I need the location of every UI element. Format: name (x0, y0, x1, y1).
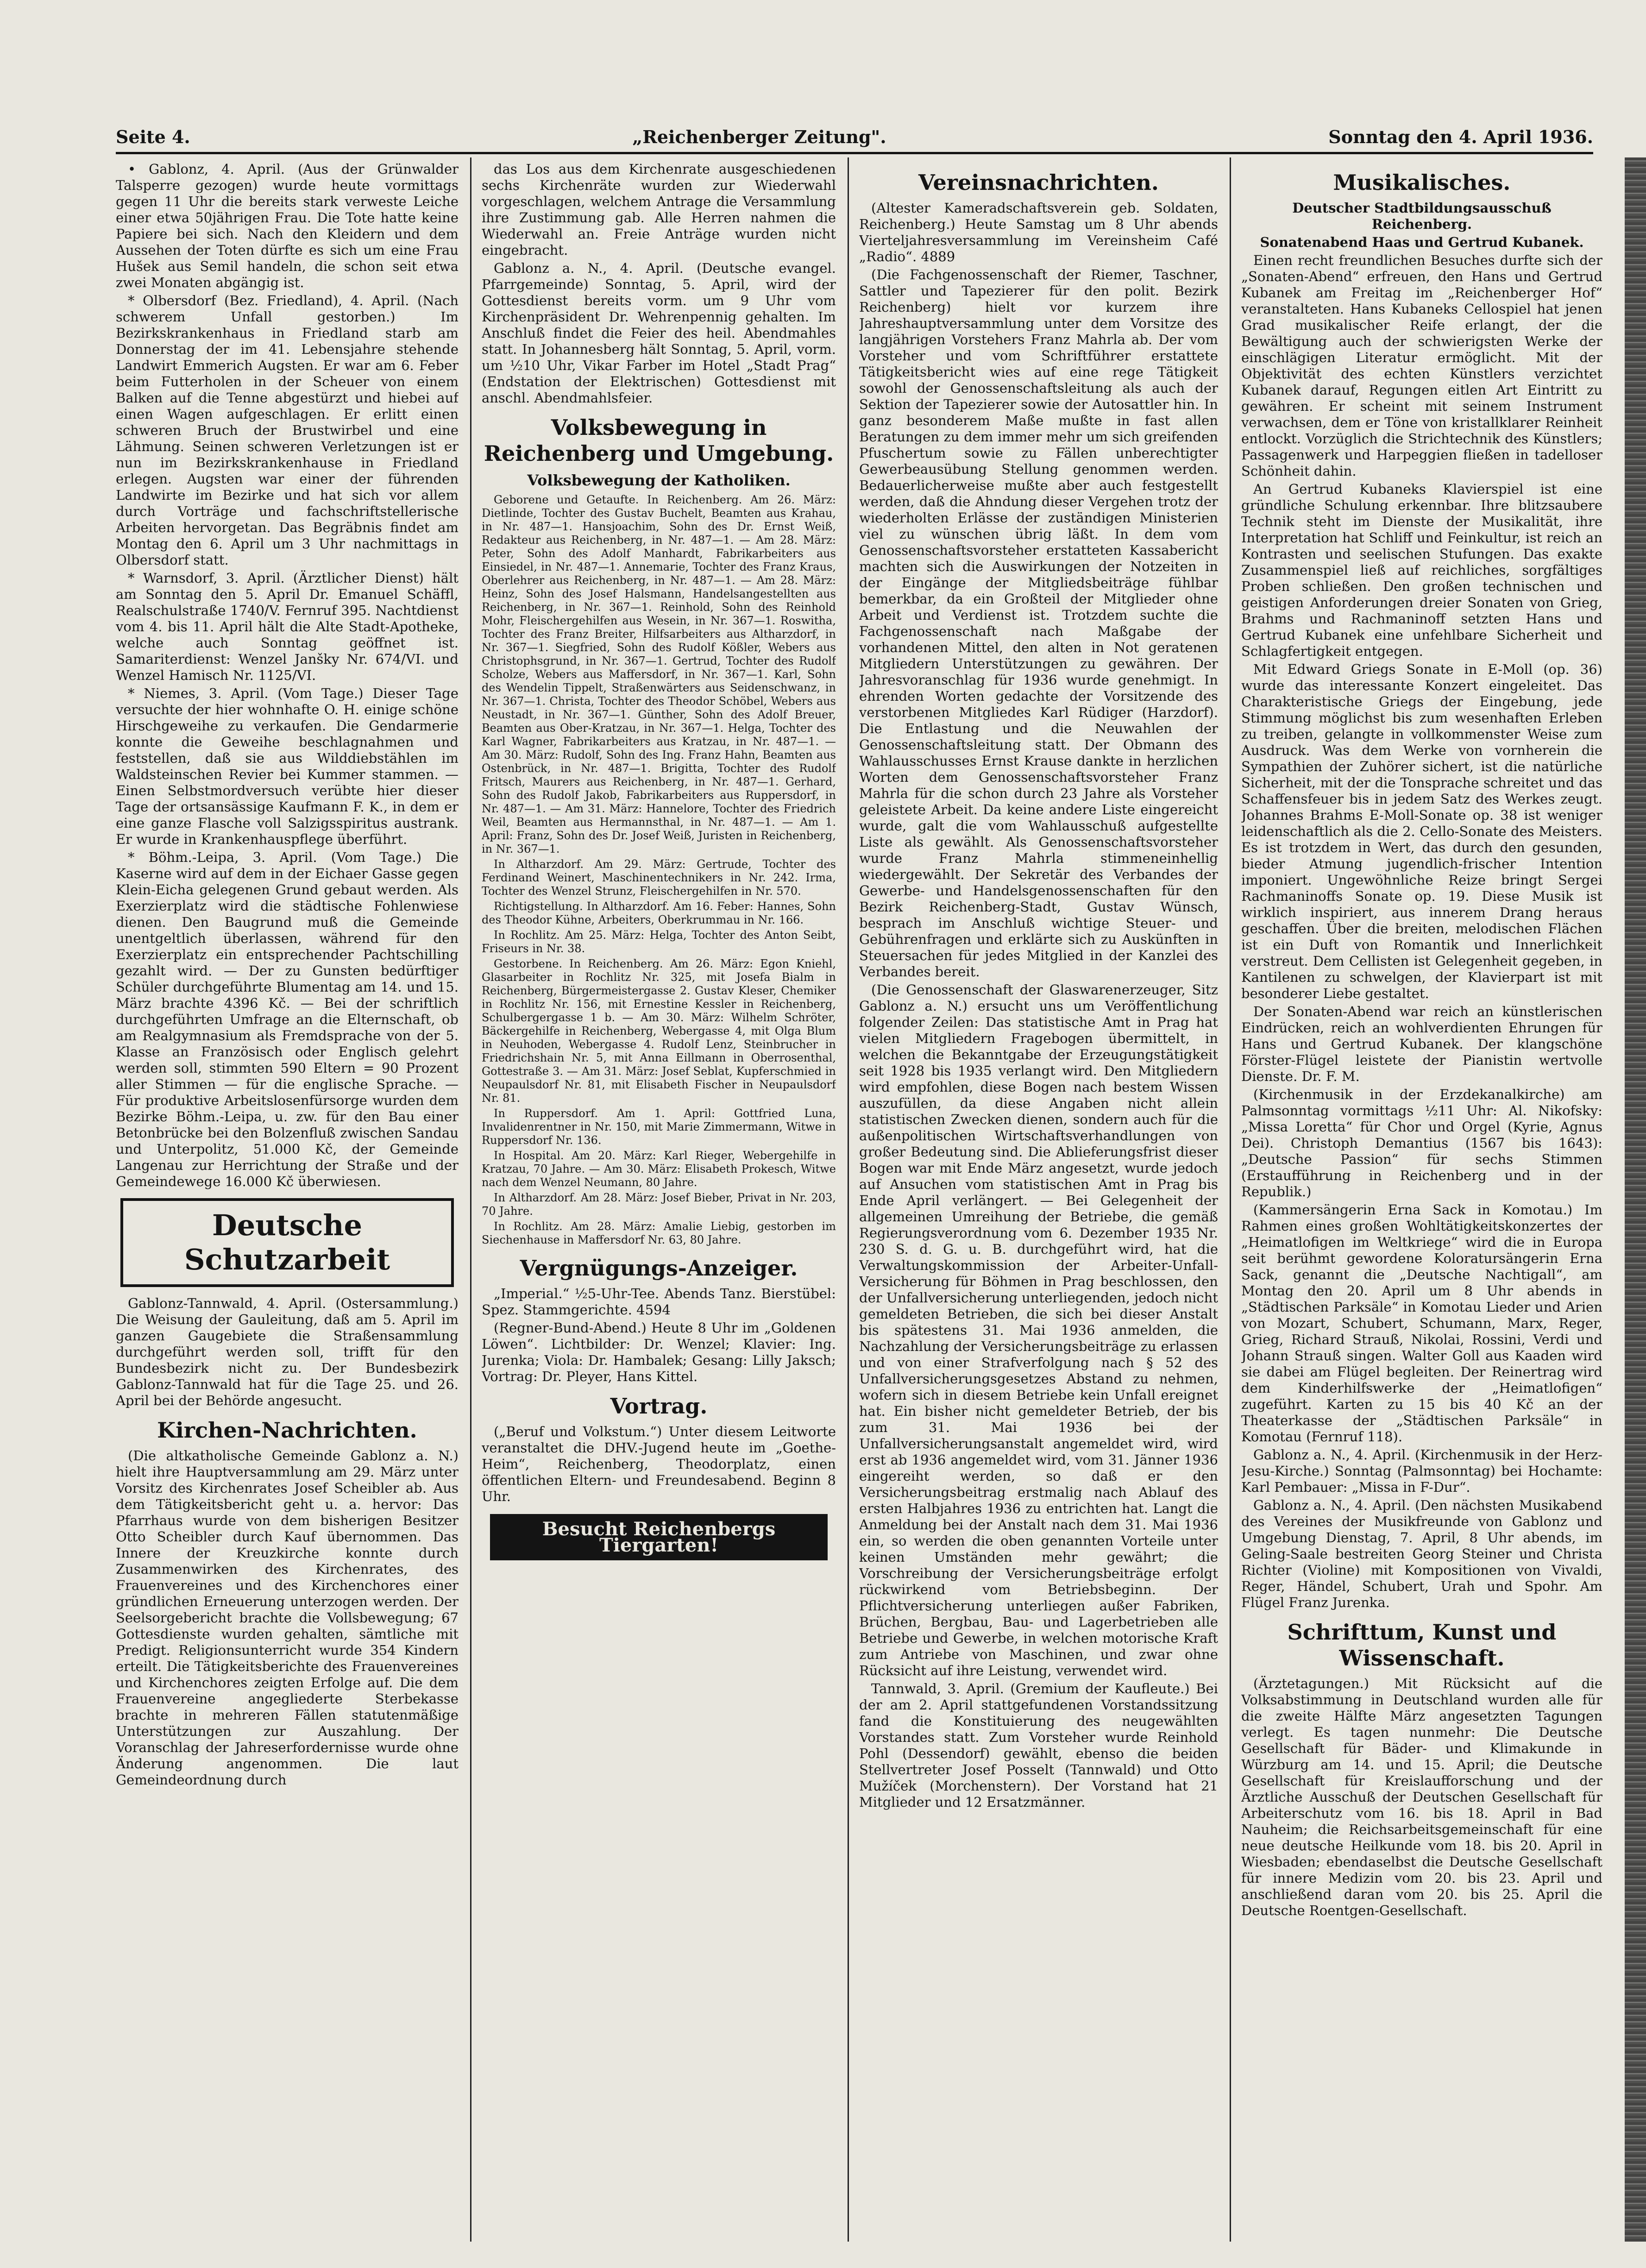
review-paragraph: An Gertrud Kubaneks Klavierspiel ist eine gründliche Schulung erkennbar. Ihre blitzsaubere Technik steht im Dienste der Musikalität, ihre Interpretation hat Schliff und Feinkultur, ist reich an Kontrasten und seelischen Stufungen. Das exakte Zusammenspiel ließ auf reichliches, sorgfältiges Proben schließen. Den großen technischen und geistigen Anforderungen dreier Sonaten von Grieg, Brahms und Rachmaninoff setzten Hans und Gertrud Kubanek eine unfehlbare Sicherheit und Schlagfertigkeit entgegen. (1241, 481, 1602, 659)
subheading: Volksbewegung der Katholiken. (527, 471, 791, 489)
article-gablonz: • Gablonz, 4. April. (Aus der Grünwalder Talsperre gezogen) wurde heute vormittags gegen 11 Uhr die bereits stark verweste Leiche einer etwa 50jährigen Frau. Die Tote hatte keine Papiere bei sich. Nach den Kleidern und dem Aussehen der Toten dürfte es sich um eine Frau Hušek aus Semil handeln, die schon seit etwa zwei Monaten abgängig ist. (116, 161, 459, 290)
column-2 (482, 161, 836, 2245)
section-heading: Vergnügungs-Anzeiger. (520, 1256, 798, 1281)
notice-vortrag: („Beruf und Volkstum.“) Unter diesem Leitworte veranstaltet die DHV.-Jugend heute im „Goethe-Heim“, Reichenberg, Theodorplatz, einen öffentlichen Eltern- und Freundesabend. Beginn 8 Uhr. (482, 1424, 836, 1504)
register-entry: Gestorbene. In Reichenberg. Am 26. März: Egon Kniehl, Glasarbeiter in Rochlitz Nr. 325, mit Josefa Bialm in Reichenberg, Bürgermeistergasse 2. Gustav Kleser, Chemiker in Rochlitz Nr. 156, mit Ernestine Kessler in Reichenberg, Schulbergergasse 1 b. — Am 30. März: Wilhelm Schröter, Bäckergehilfe in Reichenberg, Webergasse 4, mit Olga Blum in Neuhoden, Webergasse 4. Rudolf Lenz, Steinbrucher in Friedrichshain Nr. 5, mit Anna Eillmann in Oberrosenthal, Gottestraße 3. — Am 31. März: Josef Seblat, Kupferschmied in Neupaulsdorf Nr. 81, mit Elisabeth Fischer in Neupaulsdorf Nr. 81. (482, 957, 836, 1105)
article-evangel: Gablonz a. N., 4. April. (Deutsche evangel. Pfarrgemeinde) Sonntag, 5. April, wird der Gottesdienst bereits vorm. um 9 Uhr vom Kirchenpräsident Dr. Wehrenpennig gehalten. Im Anschluß findet die Feier des heil. Abendmahles statt. In Johannesberg hält Sonntag, 5. April, vorm. um ½10 Uhr, Vikar Farber im Hotel „Stadt Prag“ (Endstation der Elektrischen) Gottesdienst mit anschl. Abendmahlsfeier. (482, 260, 836, 406)
notice-imperial: „Imperial.“ ½5-Uhr-Tee. Abends Tanz. Bierstübel: Spez. Stammgerichte. 4594 (482, 1286, 836, 1318)
article-kameradschaft: (Altester Kameradschaftsverein geb. Soldaten, Reichenberg.) Heute Samstag um 8 Uhr abends Vierteljahresversammlung im Vereinsheim Café „Radio“. 4889 (859, 200, 1218, 264)
article-warnsdorf: * Warnsdorf, 3. April. (Ärztlicher Dienst) hält am Sonntag den 5. April Dr. Emanuel Schäffl, Realschulstraße 1740/V. Fernruf 395. Nachtdienst vom 4. bis 11. April hält die Alte Stadt-Apotheke, welche auch Sonntag geöffnet ist. Samariterdienst: Wenzel Janšky Nr. 674/VI. und Wenzel Hamisch Nr. 1125/VI. (116, 570, 459, 683)
subheading: Deutscher Stadtbildungsausschuß Reichenberg. (1292, 200, 1552, 232)
page-number: Seite 4. (116, 126, 190, 147)
section-heading: Schrifttum, Kunst und Wissenschaft. (1287, 1620, 1557, 1671)
register-entry: In Rochlitz. Am 28. März: Amalie Liebig, gestorben im Siechenhause in Maffersdorf Nr. 63, 80 Jahre. (482, 1220, 836, 1246)
article-niemes: * Niemes, 3. April. (Vom Tage.) Dieser Tage versuchte der hier wohnhafte O. H. einige schöne Hirschgeweihe zu verkaufen. Die Gendarmerie konnte die Geweihe beschlagnahmen und feststellen, daß sie aus Wilddiebstählen im Waldsteinschen Revier bei Kummer stammen. — Einen Selbstmordversuch verübte hier dieser Tage der ortsansässige Kaufmann F. K., in dem er eine ganze Flasche voll Salzigsspiritus austrank. Er wurde in Krankenhauspflege überführt. (116, 685, 459, 847)
register-entry: In Ruppersdorf. Am 1. April: Gottfried Luna, Invalidenrentner in Nr. 150, mit Marie Zimmermann, Witwe in Ruppersdorf Nr. 136. (482, 1107, 836, 1147)
scan-edge (1625, 157, 1646, 2242)
review-paragraph: Der Sonaten-Abend war reich an künstlerischen Eindrücken, reich an wohlverdienten Ehrungen für Hans und Gertrud Kubanek. Der klangschöne Förster-Flügel leistete der Pianistin wertvolle Dienste. Dr. F. M. (1241, 1004, 1602, 1084)
subheading: Sonatenabend Haas und Gertrud Kubanek. (1260, 234, 1584, 250)
notice-kirchenmusik: (Kirchenmusik in der Erzdekanalkirche) am Palmsonntag vormittags ½11 Uhr: Al. Nikofsky: „Missa Loretta“ für Chor und Orgel (Kyrie, Agnus Dei). Christoph Demantius (1567 bis 1643): „Deutsche Passion“ für sechs Stimmen (Erstaufführung in Reichenberg und in der Republik.) (1241, 1087, 1602, 1200)
article-kirchenrat: das Los aus dem Kirchenrate ausgeschiedenen sechs Kirchenräte wurden zur Wiederwahl vorgeschlagen, welchem Antrage die Versammlung ihre Zustimmung gab. Alle Herren nahmen die Wiederwahl an. Freie Anträge wurden nicht eingebracht. (482, 161, 836, 258)
newspaper-title: „Reichenberger Zeitung". (632, 126, 886, 147)
section-heading: Volksbewegung in Reichenberg und Umgebung. (484, 415, 834, 466)
section-box-title: Deutsche Schutzarbeit (120, 1198, 454, 1287)
notice-regner-abend: (Regner-Bund-Abend.) Heute 8 Uhr im „Goldenen Löwen“. Lichtbilder: Dr. Wenzel; Klavier: Ing. Jurenka; Viola: Dr. Hambalek; Gesang: Lilly Jaksch; Vortrag: Dr. Pleyer, Hans Kittel. (482, 1320, 836, 1384)
notice-erna-sack: (Kammersängerin Erna Sack in Komotau.) Im Rahmen eines großen Wohltätigkeitskonzertes der „Heimatlofigen im Weltkriege“ wird die in Europa seit berühmt gewordene Koloratursängerin Erna Sack, genannt die „Deutsche Nachtigall“, am Montag den 20. April um 8 Uhr abends in „Städtischen Parksäle“ in Komotau Lieder und Arien von Mozart, Schubert, Schumann, Marx, Reger, Grieg, Richard Strauß, Nikolai, Rossini, Verdi und Johann Strauß singen. Walter Goll aus Kaaden wird sie dabei am Flügel begleiten. Der Reinertrag wird dem Kinderhilfswerke der „Heimatlofigen“ zugeführt. Karten zu 15 bis 40 Kč an der Theaterkasse der „Städtischen Parksäle“ in Komotau (Fernruf 118). (1241, 1202, 1602, 1445)
article-boehm-leipa: * Böhm.-Leipa, 3. April. (Vom Tage.) Die Kaserne wird auf dem in der Eichaer Gasse gegen Klein-Eicha gelegenen Grund gebaut werden. Als Exerzierplatz wird die städtische Fohlenwiese dienen. Den Baugrund muß die Gemeinde unentgeltlich überlassen, während für den Exerzierplatz ein entsprechender Pachtschilling gezahlt wird. — Der zu Gunsten bedürftiger Schüler durchgeführte Blumentag am 14. und 15. März brachte 4396 Kč. — Bei der schriftlich durchgeführten Umfrage an die Elternschaft, ob am Realgymnasium als Fremdsprache von der 5. Klasse an Französisch oder Englisch gelehrt werden soll, stimmten 590 Eltern = 90 Prozent aller Stimmen — für die englische Sprache. — Für produktive Arbeitslosenfürsorge wurden dem Bezirke Böhm.-Leipa, u. zw. für den Bau einer Betonbrücke bei den Bolzenfluß zwischen Sandau und Unterpolitz, 51.000 Kč, der Gemeinde Langenau zur Herrichtung der Straße und der Gemeindewege 16.000 Kč überwiesen. (116, 849, 459, 1189)
issue-date: Sonntag den 4. April 1936. (1328, 126, 1593, 147)
notice-herz-jesu: Gablonz a. N., 4. April. (Kirchenmusik in der Herz-Jesu-Kirche.) Sonntag (Palmsonntag) bei Hochamte: Karl Pembauer: „Missa in F-Dur“. (1241, 1447, 1602, 1495)
column-divider (470, 157, 471, 2242)
article-fachgenossenschaft: (Die Fachgenossenschaft der Riemer, Taschner, Sattler und Tapezierer für den polit. Bezirk Reichenberg) hielt vor kurzem ihre Jahreshauptversammlung unter dem Vorsitze des langjährigen Vorstehers Franz Mahrla ab. Der vom Vorsteher und vom Schriftführer erstattete Tätigkeitsbericht wies auf eine rege Tätigkeit sowohl der Genossenschaftsleitung als auch der Sektion der Tapezierer sowie der Autosattler hin. In ganz besonderem Maße mußte in fast allen Beratungen zu dem immer mehr um sich greifenden Pfuschertum sowie zu Fällen unberechtigter Gewerbeausübung Stellung genommen werden. Bedauerlicherweise mußte aber auch festgestellt werden, daß die Ahndung dieser Vergehen trotz der wiederholten Erlässe der zuständigen Ministerien viel zu wünschen übrig läßt. In dem vom Genossenschaftsvorsteher erstatteten Kassabericht machten sich die Auswirkungen der Notzeiten in der Eingänge der Mitgliedsbeiträge fühlbar bemerkbar, da ein Großteil der Mitglieder ohne Arbeit und Verdienst ist. Trotzdem suchte die Fachgenossenschaft nach Maßgabe der vorhandenen Mittel, den alten in Not geratenen Mitgliedern Unterstützungen zu gewähren. Der Jahresvoranschlag für 1936 wurde genehmigt. In ehrenden Worten gedachte der Vorsitzende des verstorbenen Mitgliedes Karl Rüdiger (Harzdorf). Die Entlastung und die Neuwahlen der Genossenschaftsleitung statt. Der Obmann des Wahlausschusses Ernst Krause dankte in herzlichen Worten dem Genossenschaftsvorsteher Franz Mahrla für die schon durch 23 Jahre als Vorsteher geleistete Arbeit. Da keine andere Liste eingereicht wurde, galt die vom Wahlausschuß aufgestellte Liste als gewählt. Als Genossenschaftsvorsteher wurde Franz Mahrla stimmeneinhellig wiedergewählt. Der Sekretär des Verbandes der Gewerbe- und Handelsgenossenschaften für den Bezirk Reichenberg-Stadt, Gustav Wünsch, besprach im Anschluß wichtige Steuer- und Gebührenfragen und erklärte sich zu Auskünften in Steuersachen für jedes Mitglied in der Kanzlei des Verbandes bereit. (859, 267, 1218, 980)
column-divider (848, 157, 849, 2242)
article-aerztetagungen: (Ärztetagungen.) Mit Rücksicht auf die Volksabstimmung in Deutschland wurden alle für die zweite Hälfte März angesetzten Tagungen verlegt. Es tagen nunmehr: Die Deutsche Gesellschaft für Bäder- und Klimakunde in Würzburg am 14. und 15. April; die Deutsche Gesellschaft für Kreislaufforschung und der Ärztliche Ausschuß der Deutschen Gesellschaft für Arbeiterschutz vom 16. bis 18. April in Bad Nauheim; die Reichsarbeitsgemeinschaft für eine neue deutsche Heilkunde vom 18. bis 20. April in Wiesbaden; ebendaselbst die Deutsche Gesellschaft für innere Medizin vom 20. bis 23. April und anschließend daran vom 20. bis 25. April die Deutsche Roentgen-Gesellschaft. (1241, 1676, 1602, 1918)
notice-musikabend: Gablonz a. N., 4. April. (Den nächsten Musikabend des Vereines der Musikfreunde von Gablonz und Umgebung Dienstag, 7. April, 8 Uhr abends, im Geling-Saale bestreiten Georg Steiner und Christa Richter (Violine) mit Kompositionen von Vivaldi, Reger, Händel, Schubert, Urah und Spohr. Am Flügel Franz Jurenka. (1241, 1497, 1602, 1610)
article-tannwald: Tannwald, 3. April. (Gremium der Kaufleute.) Bei der am 2. April stattgefundenen Vorstandssitzung fand die Konstituierung des neugewählten Vorstandes statt. Zum Vorsteher wurde Reinhold Pohl (Dessendorf) gewählt, ebenso die beiden Stellvertreter Josef Posselt (Tannwald) und Otto Mužíček (Morchenstern). Der Vorstand hat 21 Mitglieder und 12 Ersatzmänner. (859, 1681, 1218, 1810)
review-paragraph: Mit Edward Griegs Sonate in E-Moll (op. 36) wurde das interessante Konzert eingeleitet. Das Charakteristische Griegs der Eingebung, jede Stimmung möglichst bis zum wesenhaften Erleben zu treiben, gelangte in vollkommenster Weise zum Ausdruck. Was dem Werke von vornherein die Sympathien der Zuhörer sichert, ist die natürliche Sicherheit, mit der die Tonsprache schreitet und das Schaffensfeuer bis in jedem Satz des Werkes zeugt. Johannes Brahms E-Moll-Sonate op. 38 ist weniger leidenschaftlich als die 2. Cello-Sonate des Meisters. Es ist trotzdem in Wert, das durch den gesunden, bieder Atmung jugendlich-frischer Intention imponiert. Ungewöhnliche Reize bringt Sergei Rachmaninoffs Sonate op. 19. Diese Musik ist wirklich inspiriert, aus innerem Drang heraus geschaffen. Über die breiten, melodischen Flächen ist ein Duft von Romantik und Innerlichkeit verstreut. Dem Cellisten ist Gelegenheit gegeben, in Kantilenen zu schwelgen, der Klavierpart ist mit besonderer Liebe gestaltet. (1241, 661, 1602, 1001)
register-entry: Richtigstellung. In Altharzdorf. Am 16. Feber: Hannes, Sohn des Theodor Kühne, Arbeiters, Oberkrummau in Nr. 166. (482, 900, 836, 926)
header-rule (116, 152, 1593, 154)
register-entry: In Altharzdorf. Am 29. März: Gertrude, Tochter des Ferdinand Weinert, Maschinentechnikers in Nr. 242. Irma, Tochter des Wenzel Strunz, Fleischergehilfen in Nr. 570. (482, 858, 836, 898)
article-glaswaren: (Die Genossenschaft der Glaswarenerzeuger, Sitz Gablonz a. N.) ersucht uns um Veröffentlichung folgender Zeilen: Das statistische Amt in Prag hat vielen Mitgliedern Fragebogen übermittelt, in welchen die Bekanntgabe der Erzeugungstätigkeit seit 1928 bis 1935 verlangt wird. Den Mitgliedern wird empfohlen, diese Bogen nach bestem Wissen auszufüllen, da diese Angaben nicht allein statistischen Zwecken dienen, sondern auch für die außenpolitischen Wirtschaftsverhandlungen von großer Bedeutung sind. Die Ablieferungsfrist dieser Bogen war mit Ende März angesetzt, wurde jedoch auf Ansuchen vom statistischen Amt in Prag bis Ende April verlängert. — Bei Gelegenheit der allgemeinen Umreihung der Betriebe, die gemäß Regierungsverordnung vom 6. Dezember 1935 Nr. 230 S. d. G. u. B. durchgeführt wird, hat die Verwaltungskommission der Arbeiter-Unfall-Versicherung für Böhmen in Prag beschlossen, den der Unfallversicherung unterliegenden, jedoch nicht gemeldeten Betrieben, die sich bei dieser Anstalt bis spätestens 31. Mai 1936 anmelden, die Nachzahlung der Versicherungsbeiträge zu erlassen und von einer Strafverfolgung nach § 52 des Unfallversicherungsgesetzes Abstand zu nehmen, wofern sich in diesem Betriebe kein Unfall ereignet hat. Ein bisher nicht gemeldeter Betrieb, der bis zum 31. Mai 1936 bei der Unfallversicherungsanstalt angemeldet wird, wird erst ab 1936 angemeldet wird, vom 31. Jänner 1936 eingereiht werden, so daß er den Versicherungsbeitrag erstmalig nach Ablauf des ersten Halbjahres 1936 zu entrichten hat. Langt die Anmeldung bei der Anstalt nach dem 31. Mai 1936 ein, so werden die oben genannten Vorteile unter keinen Umständen mehr gewährt; die Vorschreibung der Versicherungsbeiträge erfolgt rückwirkend vom Betriebsbeginn. Der Pflichtversicherung unterliegen außer Fabriken, Brüchen, Bergbau, Bau- und Lagerbetrieben alle Betriebe und Gewerbe, in welchen motorische Kraft zum Antriebe von Maschinen, und zwar ohne Rücksicht auf ihre Leistung, verwendet wird. (859, 982, 1218, 1678)
column-3 (859, 161, 1218, 2245)
register-entry: Geborene und Getaufte. In Reichenberg. Am 26. März: Dietlinde, Tochter des Gustav Buchelt, Beamten aus Krahau, in Nr. 487—1. Hansjoachim, Sohn des Dr. Ernst Weiß, Redakteur aus Reichenberg, in Nr. 487—1. — Am 28. März: Peter, Sohn des Adolf Manhardt, Fabrikarbeiters aus Einsiedel, in Nr. 487—1. Annemarie, Tochter des Franz Kraus, Oberlehrer aus Reichenberg, in Nr. 487—1. — Am 28. März: Heinz, Sohn des Josef Halsmann, Handelsangestellten aus Reichenberg, in Nr. 367—1. Reinhold, Sohn des Reinhold Mohr, Fleischergehilfen aus Wesein, in Nr. 367—1. Roswitha, Tochter des Franz Breiter, Hilfsarbeiters aus Altharzdorf, in Nr. 367—1. Siegfried, Sohn des Rudolf Kößler, Webers aus Christophsgrund, in Nr. 367—1. Gertrud, Tochter des Rudolf Scholze, Webers aus Maffersdorf, in Nr. 367—1. Karl, Sohn des Wendelin Tippelt, Straßenwärters aus Seidenschwanz, in Nr. 367—1. Christa, Tochter des Theodor Schöbel, Webers aus Neustadt, in Nr. 367—1. Günther, Sohn des Adolf Breuer, Beamten aus Ober-Kratzau, in Nr. 367—1. Helga, Tochter des Karl Wagner, Fabrikarbeiters aus Kratzau, in Nr. 487—1. — Am 30. März: Rudolf, Sohn des Ing. Franz Hahn, Beamten aus Ostenbrück, in Nr. 487—1. Brigitta, Tochter des Rudolf Fritsch, Maurers aus Reichenberg, in Nr. 487—1. Gerhard, Sohn des Rudolf Jakob, Fabrikarbeiters aus Ruppersdorf, in Nr. 487—1. — Am 31. März: Hannelore, Tochter des Friedrich Weil, Beamten aus Hermannsthal, in Nr. 487—1. — Am 1. April: Franz, Sohn des Dr. Josef Weiß, Juristen in Reichenberg, in Nr. 367—1. (482, 493, 836, 855)
column-4 (1241, 161, 1602, 2245)
register-entry: In Altharzdorf. Am 28. März: Josef Bieber, Privat in Nr. 203, 70 Jahre. (482, 1191, 836, 1218)
register-entry: In Rochlitz. Am 25. März: Helga, Tochter des Anton Seibt, Friseurs in Nr. 38. (482, 929, 836, 955)
review-paragraph: Einen recht freundlichen Besuches durfte sich der „Sonaten-Abend“ erfreuen, den Hans und Gertrud Kubanek am Freitag im „Reichenberger Hof“ veranstalteten. Hans Kubaneks Cellospiel hat jenen Grad musikalischer Reife erlangt, der die Bewältigung auch der schwierigsten Werke der einschlägigen Literatur ermöglicht. Mit der Objektivität des echten Künstlers verzichtet Kubanek darauf, Regungen eitlen Art Eintritt zu gewähren. Er scheint mit seinem Instrument verwachsen, dem er Töne von kristallklarer Reinheit entlockt. Vorzüglich die Strichtechnik des Künstlers; Passagenwerk und Harpeggien fließen in tadelloser Schönheit dahin. (1241, 252, 1602, 479)
page-header (116, 119, 1593, 147)
section-heading: Vereinsnachrichten. (918, 170, 1159, 195)
section-heading: Musikalisches. (1333, 170, 1511, 195)
column-1 (116, 161, 459, 2245)
section-heading: Kirchen-Nachrichten. (157, 1418, 417, 1443)
column-divider (1230, 157, 1231, 2242)
article-ostersammlung: Gablonz-Tannwald, 4. April. (Ostersammlung.) Die Weisung der Gauleitung, daß am 5. April im ganzen Gaugebiete die Straßensammlung durchgeführt werden soll, trifft für den Bundesbezirk nicht zu. Der Bundesbezirk Gablonz-Tannwald hat für die Tage 25. und 26. April bei der Behörde angesucht. (116, 1295, 459, 1408)
section-heading: Vortrag. (610, 1394, 708, 1419)
article-olbersdorf: * Olbersdorf (Bez. Friedland), 4. April. (Nach schwerem Unfall gestorben.) Im Bezirkskrankenhaus in Friedland starb am Donnerstag der im 41. Lebensjahre stehende Landwirt Emmerich Augsten. Er war am 6. Feber beim Futterholen in der Scheuer von einem Balken auf die Tenne abgestürzt und hiebei auf einen Wagen aufgeschlagen. Er erlitt einen schweren Bruch der Brustwirbel und eine Lähmung. Seinen schweren Verletzungen ist er nun im Bezirkskrankenhause in Friedland erlegen. Augsten war einer der führenden Landwirte im Bezirke und hat sich vor allem durch Vorträge und fachschriftstellerische Arbeiten hervorgetan. Das Begräbnis findet am Montag den 6. April um 3 Uhr nachmittags in Olbersdorf statt. (116, 293, 459, 568)
advert-tiergarten: Besucht Reichenbergs Tiergarten! (490, 1514, 828, 1560)
article-altkatholische: (Die altkatholische Gemeinde Gablonz a. N.) hielt ihre Hauptversammlung am 29. März unter Vorsitz des Kirchenrates Josef Scheibler ab. Aus dem Tätigkeitsbericht geht u. a. hervor: Das Pfarrhaus wurde von dem bisherigen Besitzer Otto Scheibler durch Kauf übernommen. Das Innere der Kreuzkirche konnte durch Zusammenwirken des Kirchenrates, des Frauenvereines und des Kirchenchores einer gründlichen Erneuerung unterzogen werden. Der Seelsorgebericht brachte die Vollsbewegung; 67 Gottesdienste wurden gehalten, sämtliche mit Predigt. Religionsunterricht wurde 354 Kindern erteilt. Die Tätigkeitsberichte des Frauenvereines und Kirchenchores zeigten Erfolge auf. Die dem Frauenvereine angegliederte Sterbekasse brachte in mehreren Fällen statutenmäßige Unterstützungen zur Auszahlung. Der Voranschlag der Jahreserfordernisse wurde ohne Änderung angenommen. Die laut Gemeindeordnung durch (116, 1448, 459, 1788)
register-entry: In Hospital. Am 20. März: Karl Rieger, Webergehilfe in Kratzau, 70 Jahre. — Am 30. März: Elisabeth Prokesch, Witwe nach dem Wenzel Neumann, 80 Jahre. (482, 1149, 836, 1189)
